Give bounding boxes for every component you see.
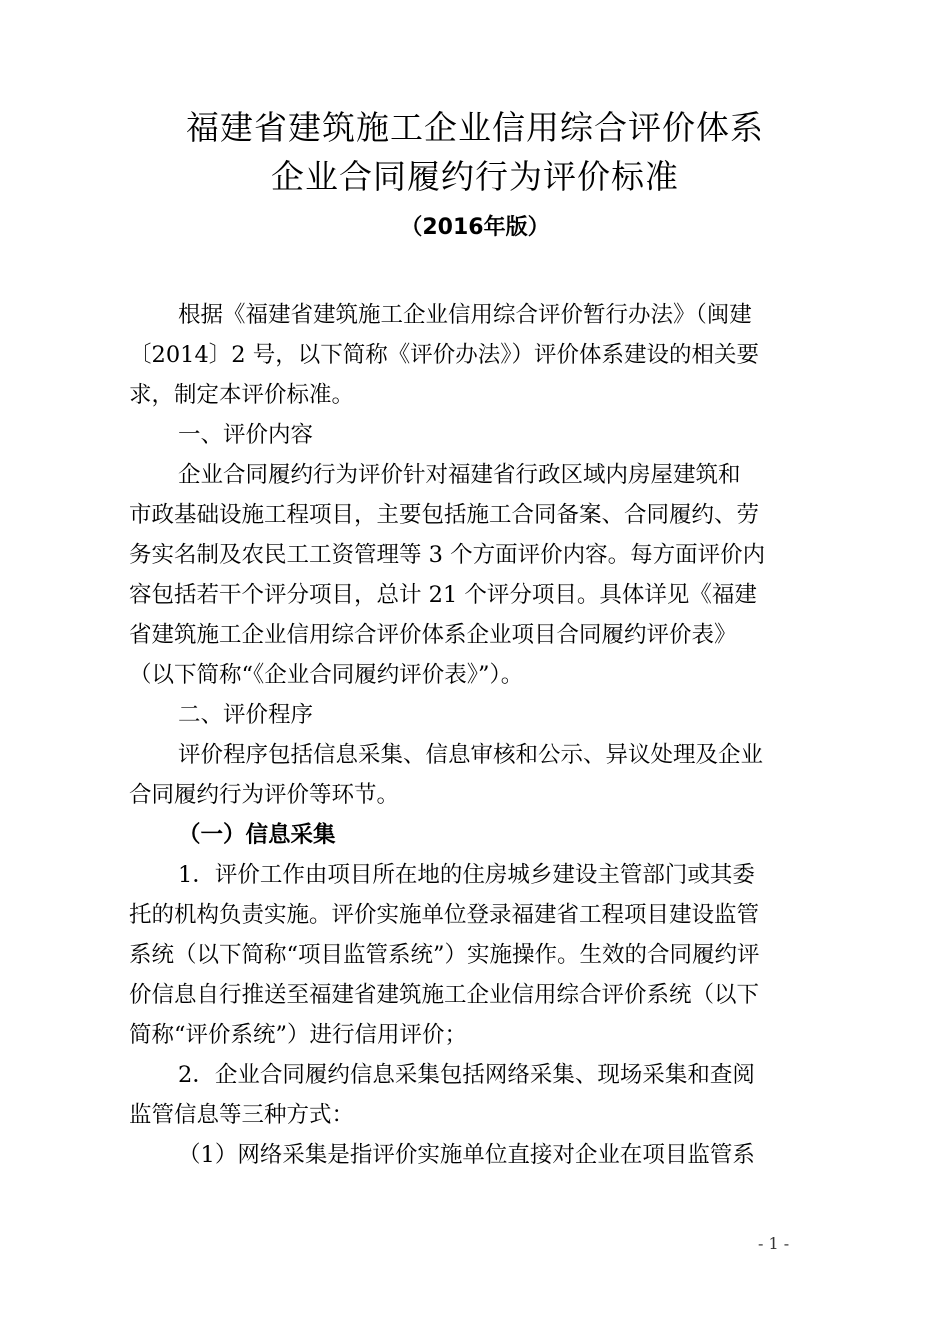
document-title-line-2: 企业合同履约行为评价标准 — [271, 157, 679, 196]
paragraph-line: 简称“评价系统”）进行信用评价； — [129, 1022, 468, 1048]
document-title-line-1: 福建省建筑施工企业信用综合评价体系 — [186, 108, 764, 147]
document-edition: （2016年版） — [400, 215, 550, 240]
paragraph-line: 合同履约行为评价等环节。 — [129, 782, 400, 808]
paragraph-line: 价信息自行推送至福建省建筑施工企业信用综合评价系统（以下 — [129, 982, 760, 1008]
subsection-heading: （一）信息采集 — [178, 822, 336, 848]
paragraph-line: 市政基础设施工程项目，主要包括施工合同备案、合同履约、劳 — [129, 502, 760, 528]
paragraph-line: 容包括若干个评分项目，总计 21 个评分项目。具体详见《福建 — [129, 582, 757, 608]
paragraph-line: 〔2014〕2 号，以下简称《评价办法》）评价体系建设的相关要 — [129, 342, 759, 368]
page-number: - 1 - — [758, 1234, 790, 1253]
section-heading: 一、评价内容 — [178, 422, 314, 448]
paragraph-line: 务实名制及农民工工资管理等 3 个方面评价内容。每方面评价内 — [129, 542, 766, 568]
paragraph-line: 1．评价工作由项目所在地的住房城乡建设主管部门或其委 — [178, 862, 755, 888]
paragraph-line: 省建筑施工企业信用综合评价体系企业项目合同履约评价表》 — [129, 622, 737, 648]
paragraph-line: 评价程序包括信息采集、信息审核和公示、异议处理及企业 — [178, 742, 764, 768]
paragraph-line: （以下简称“《企业合同履约评价表》”）。 — [129, 662, 524, 688]
paragraph-line: 2．企业合同履约信息采集包括网络采集、现场采集和查阅 — [178, 1062, 755, 1088]
paragraph-line: 求，制定本评价标准。 — [129, 382, 355, 408]
paragraph-line: 系统（以下简称“项目监管系统”）实施操作。生效的合同履约评 — [129, 942, 760, 968]
paragraph-line: （1）网络采集是指评价实施单位直接对企业在项目监管系 — [178, 1142, 755, 1168]
paragraph-line: 监管信息等三种方式： — [129, 1102, 355, 1128]
paragraph-line: 企业合同履约行为评价针对福建省行政区域内房屋建筑和 — [178, 462, 741, 488]
section-heading: 二、评价程序 — [178, 702, 314, 728]
paragraph-line: 根据《福建省建筑施工企业信用综合评价暂行办法》（闽建 — [178, 302, 752, 328]
paragraph-line: 托的机构负责实施。评价实施单位登录福建省工程项目建设监管 — [129, 902, 760, 928]
